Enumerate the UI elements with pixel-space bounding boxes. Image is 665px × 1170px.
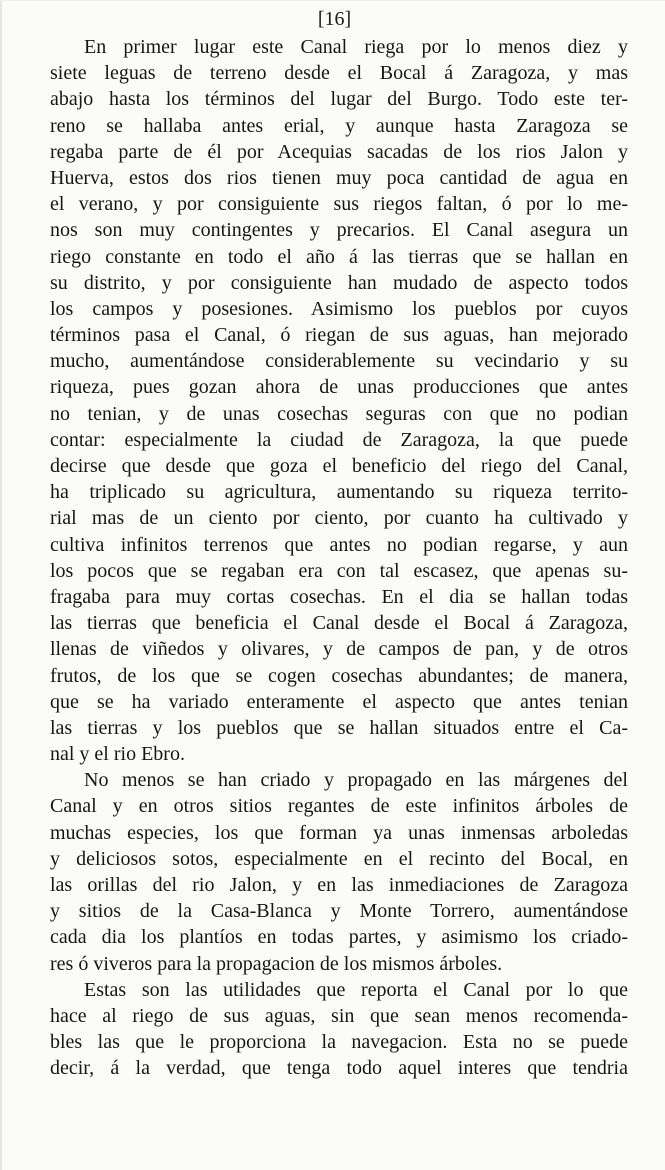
- text-line: los campos y posesiones. Asimismo los pueblos por cuyos: [50, 297, 628, 320]
- page-number: [16]: [317, 8, 352, 30]
- text-line: y deliciosos sotos, especialmente en el recinto del Bocal, en: [50, 847, 628, 870]
- text-line: nal y el rio Ebro.: [50, 743, 185, 766]
- text-line: bles las que le proporciona la navegacion. Esta no se puede: [50, 1031, 628, 1054]
- text-line: res ó viveros para la propagacion de los mismos árboles.: [50, 952, 503, 975]
- text-line: que se ha variado enteramente el aspecto que antes tenian: [50, 690, 628, 713]
- text-line: Huerva, estos dos rios tienen muy poca cantidad de agua en: [50, 166, 628, 189]
- text-line: hace al riego de sus aguas, sin que sean menos recomenda-: [50, 1004, 628, 1027]
- text-line: siete leguas de terreno desde el Bocal á Zaragoza, y mas: [50, 62, 628, 85]
- text-line: Estas son las utilidades que reporta el Canal por lo que: [84, 978, 628, 1001]
- text-line: términos pasa el Canal, ó riegan de sus aguas, han mejorado: [50, 324, 628, 347]
- text-line: Canal y en otros sitios regantes de este infinitos árboles de: [50, 795, 628, 818]
- text-line: reno se hallaba antes erial, y aunque hasta Zaragoza se: [50, 114, 628, 137]
- text-line: ha triplicado su agricultura, aumentando su riqueza territo-: [50, 481, 628, 504]
- text-line: los pocos que se regaban era con tal escasez, que apenas su-: [50, 559, 628, 582]
- text-line: abajo hasta los términos del lugar del Burgo. Todo este ter-: [50, 88, 628, 111]
- text-line: las tierras y los pueblos que se hallan situados entre el Ca-: [50, 716, 628, 739]
- text-line: No menos se han criado y propagado en las márgenes del: [84, 769, 628, 792]
- text-line: riqueza, pues gozan ahora de unas producciones que antes: [50, 376, 628, 399]
- text-line: mucho, aumentándose considerablemente su vecindario y su: [50, 350, 628, 373]
- text-line: no tenian, y de unas cosechas seguras con que no podian: [50, 402, 628, 425]
- text-line: En primer lugar este Canal riega por lo menos diez y: [84, 36, 628, 58]
- text-line: rial mas de un ciento por ciento, por cuanto ha cultivado y: [50, 507, 628, 530]
- text-line: el verano, y por consiguiente sus riegos faltan, ó por lo me-: [50, 193, 628, 216]
- text-line: decir, á la verdad, que tenga todo aquel interes que tendria: [50, 1057, 628, 1080]
- text-line: las tierras que beneficia el Canal desde el Bocal á Zaragoza,: [50, 612, 628, 635]
- text-line: fragaba para muy cortas cosechas. En el dia se hallan todas: [50, 585, 628, 608]
- text-line: decirse que desde que goza el beneficio del riego del Canal,: [50, 455, 628, 477]
- text-line: su distrito, y por consiguiente han mudado de aspecto todos: [50, 271, 628, 294]
- text-line: las orillas del rio Jalon, y en las inmediaciones de Zaragoza: [50, 874, 628, 896]
- text-line: regaba parte de él por Acequias sacadas de los rios Jalon y: [50, 140, 628, 163]
- text-line: nos son muy contingentes y precarios. El Canal asegura un: [50, 219, 628, 242]
- text-line: muchas especies, los que forman ya unas inmensas arboledas: [50, 821, 628, 844]
- text-line: llenas de viñedos y olivares, y de campos de pan, y de otros: [50, 638, 628, 661]
- text-line: riego constante en todo el año á las tierras que se hallan en: [50, 245, 628, 268]
- text-line: y sitios de la Casa-Blanca y Monte Torrero, aumentándose: [50, 900, 628, 923]
- text-line: cultiva infinitos terrenos que antes no podian regarse, y aun: [50, 533, 628, 556]
- text-line: contar: especialmente la ciudad de Zaragoza, la que puede: [50, 428, 628, 451]
- text-line: cada dia los plantíos en todas partes, y asimismo los criado-: [50, 926, 628, 949]
- body-text: [50, 34, 628, 1082]
- text-line: frutos, de los que se cogen cosechas abundantes; de manera,: [50, 664, 628, 687]
